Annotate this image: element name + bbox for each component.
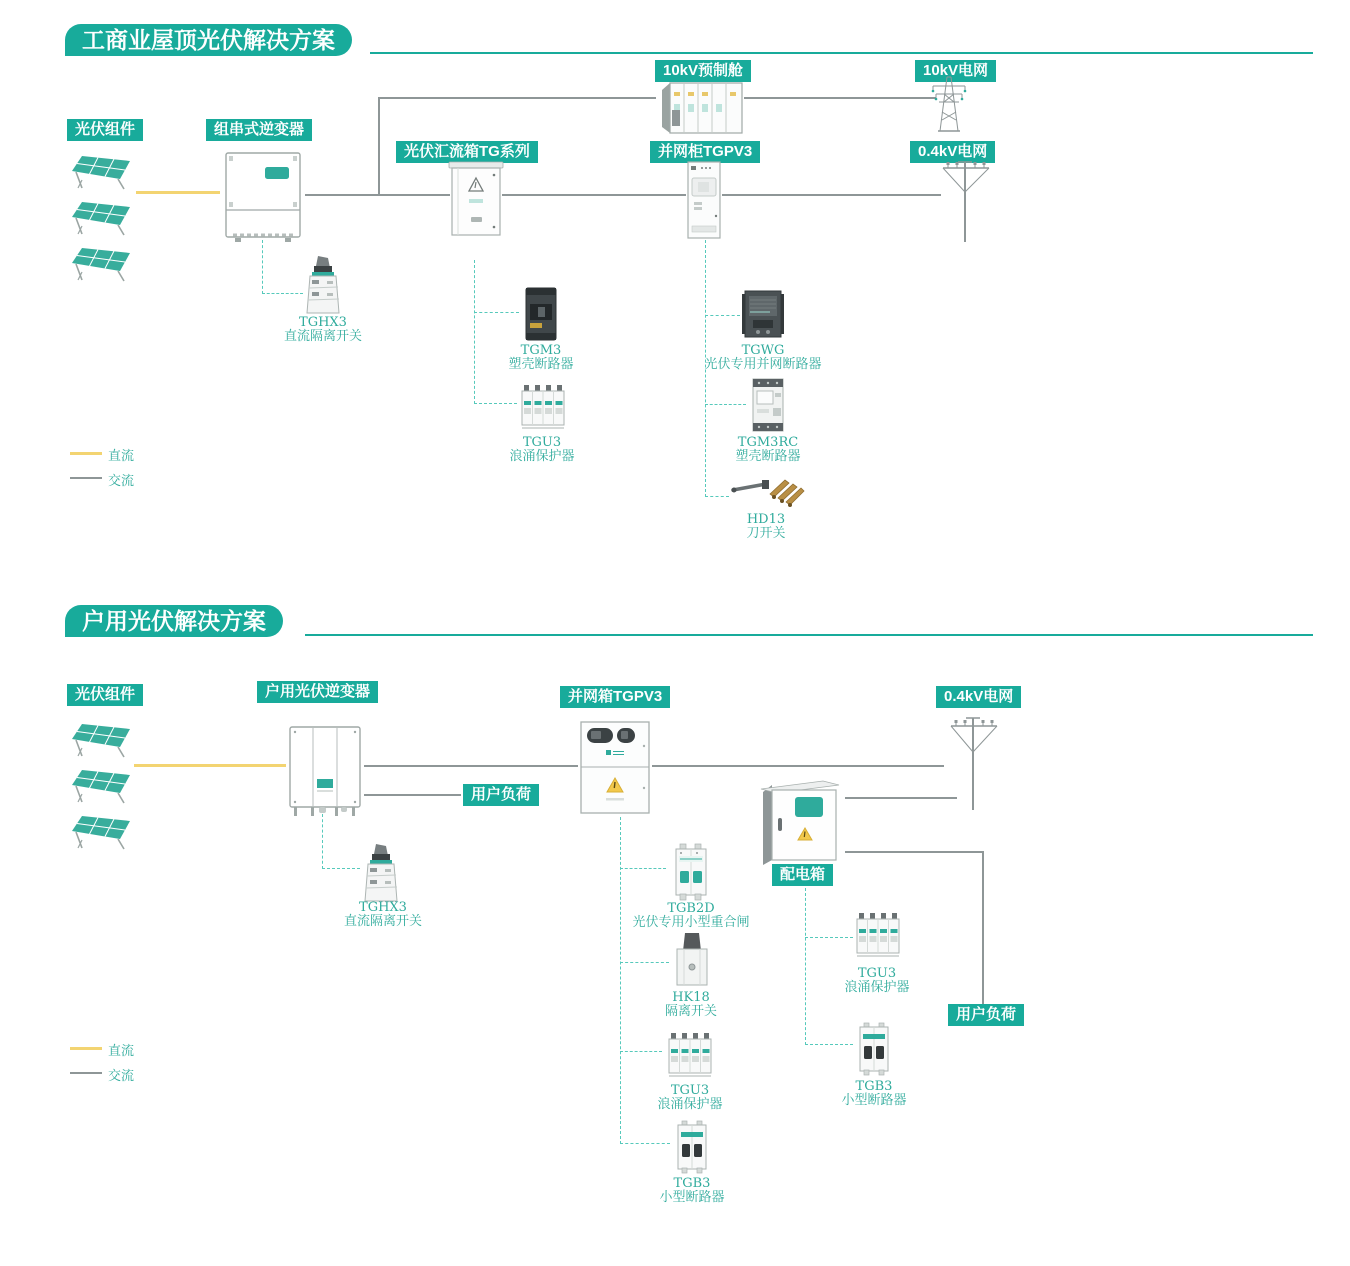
combiner-box-icon	[448, 158, 504, 240]
ac-line	[502, 194, 686, 196]
solar-panel-icon	[70, 768, 136, 806]
prefab-cabin-icon	[654, 80, 746, 136]
legend-dc-swatch	[70, 1047, 102, 1050]
spd-tgu3-icon	[664, 1029, 716, 1081]
label-pv-modules-2: 光伏组件	[67, 684, 143, 706]
label-user-load-left: 用户负荷	[463, 784, 539, 806]
legend-ac-label: 交流	[108, 474, 135, 489]
legend-dc-swatch	[70, 452, 102, 455]
section2-title-rule	[305, 634, 1313, 636]
ac-line	[982, 851, 984, 1004]
dashed-connector	[805, 888, 806, 1045]
solar-panel-icon	[70, 154, 136, 192]
component-caption: TGHX3 直流隔离开关	[343, 900, 423, 929]
component-caption: TGB3 小型断路器	[841, 1079, 907, 1108]
label-home-inverter: 户用光伏逆变器	[257, 681, 378, 703]
grid-box-icon	[578, 718, 652, 817]
component-caption: TGU3 浪涌保护器	[509, 435, 575, 464]
transmission-tower-icon	[928, 74, 970, 134]
grid-cabinet-icon	[685, 160, 723, 240]
component-caption: TGU3 浪涌保护器	[844, 966, 910, 995]
section1-title-rule	[370, 52, 1313, 54]
dashed-connector	[805, 937, 853, 938]
label-string-inverter: 组串式逆变器	[206, 119, 312, 141]
mcb-tgb3-icon	[671, 1120, 713, 1174]
dashed-connector	[474, 403, 517, 404]
distribution-box-icon	[757, 776, 843, 868]
string-inverter-icon	[219, 150, 307, 244]
label-grid-10kv: 10kV电网	[915, 60, 996, 82]
label-dist-box: 配电箱	[772, 864, 833, 886]
legend-dc-label: 直流	[108, 449, 135, 464]
utility-pole-icon	[946, 714, 1002, 812]
component-caption: TGB3 小型断路器	[659, 1176, 725, 1205]
dashed-connector	[705, 496, 729, 497]
section1-title: 工商业屋顶光伏解决方案	[65, 24, 352, 56]
label-grid-04kv-2: 0.4kV电网	[936, 686, 1021, 708]
dashed-connector	[620, 868, 666, 869]
ac-line	[364, 765, 578, 767]
legend-dc-label: 直流	[108, 1044, 135, 1059]
ac-line	[379, 97, 656, 99]
dashed-connector	[705, 315, 740, 316]
ac-line	[378, 97, 380, 195]
ac-line	[744, 97, 936, 99]
mccb-tgm3rc-icon	[746, 377, 790, 433]
dashed-connector	[620, 962, 669, 963]
legend-ac-swatch	[70, 1072, 102, 1074]
dashed-connector	[474, 260, 475, 404]
dashed-connector	[705, 404, 746, 405]
ac-line	[845, 851, 983, 853]
spd-tgu3-icon	[517, 381, 569, 433]
label-combiner-box: 光伏汇流箱TG系列	[396, 141, 538, 163]
ac-line	[845, 797, 957, 799]
dc-isolator-tghx3-icon	[303, 254, 343, 316]
mcb-tgb3-icon	[853, 1022, 895, 1076]
knife-switch-hd13-icon	[729, 473, 805, 511]
mccb-tgm3-icon	[519, 286, 563, 342]
dc-isolator-tghx3-icon	[361, 842, 401, 904]
dashed-connector	[620, 1143, 670, 1144]
dashed-connector	[322, 868, 360, 869]
home-inverter-icon	[286, 724, 364, 820]
solar-panel-icon	[70, 722, 136, 760]
ac-line	[364, 794, 461, 796]
solar-panel-icon	[70, 814, 136, 852]
component-caption: TGU3 浪涌保护器	[657, 1083, 723, 1112]
legend-ac-swatch	[70, 477, 102, 479]
component-caption: TGB2D 光伏专用小型重合闸	[632, 901, 750, 930]
dashed-connector	[262, 240, 263, 294]
component-caption: HK18 隔离开关	[664, 990, 718, 1019]
dc-line	[136, 191, 220, 194]
dashed-connector	[620, 1051, 662, 1052]
label-grid-cabinet: 并网柜TGPV3	[650, 141, 760, 163]
component-caption: TGM3 塑壳断路器	[508, 343, 574, 372]
acb-tgwg-icon	[740, 288, 786, 340]
label-grid-04kv-1: 0.4kV电网	[910, 141, 995, 163]
solar-panel-icon	[70, 246, 136, 284]
ac-line	[722, 194, 941, 196]
label-prefab-cabin: 10kV预制舱	[655, 60, 751, 82]
ac-line	[652, 765, 944, 767]
component-caption: HD13 刀开关	[746, 512, 786, 541]
component-caption: TGM3RC 塑壳断路器	[735, 435, 801, 464]
component-caption: TGWG 光伏专用并网断路器	[704, 343, 822, 372]
utility-pole-icon	[938, 158, 994, 244]
component-caption: TGHX3 直流隔离开关	[283, 315, 363, 344]
dashed-connector	[620, 817, 621, 1144]
label-user-load-right: 用户负荷	[948, 1004, 1024, 1026]
solar-panel-icon	[70, 200, 136, 238]
recloser-tgb2d-icon	[667, 843, 715, 901]
dashed-connector	[322, 814, 323, 869]
dashed-connector	[805, 1044, 853, 1045]
label-grid-box: 并网箱TGPV3	[560, 686, 670, 708]
legend-ac-label: 交流	[108, 1069, 135, 1084]
section2-title: 户用光伏解决方案	[65, 605, 283, 637]
dc-line	[134, 764, 286, 767]
dashed-connector	[262, 293, 303, 294]
isolator-hk18-icon	[672, 931, 712, 989]
spd-tgu3-icon	[852, 909, 904, 961]
label-pv-modules-1: 光伏组件	[67, 119, 143, 141]
dashed-connector	[474, 312, 519, 313]
